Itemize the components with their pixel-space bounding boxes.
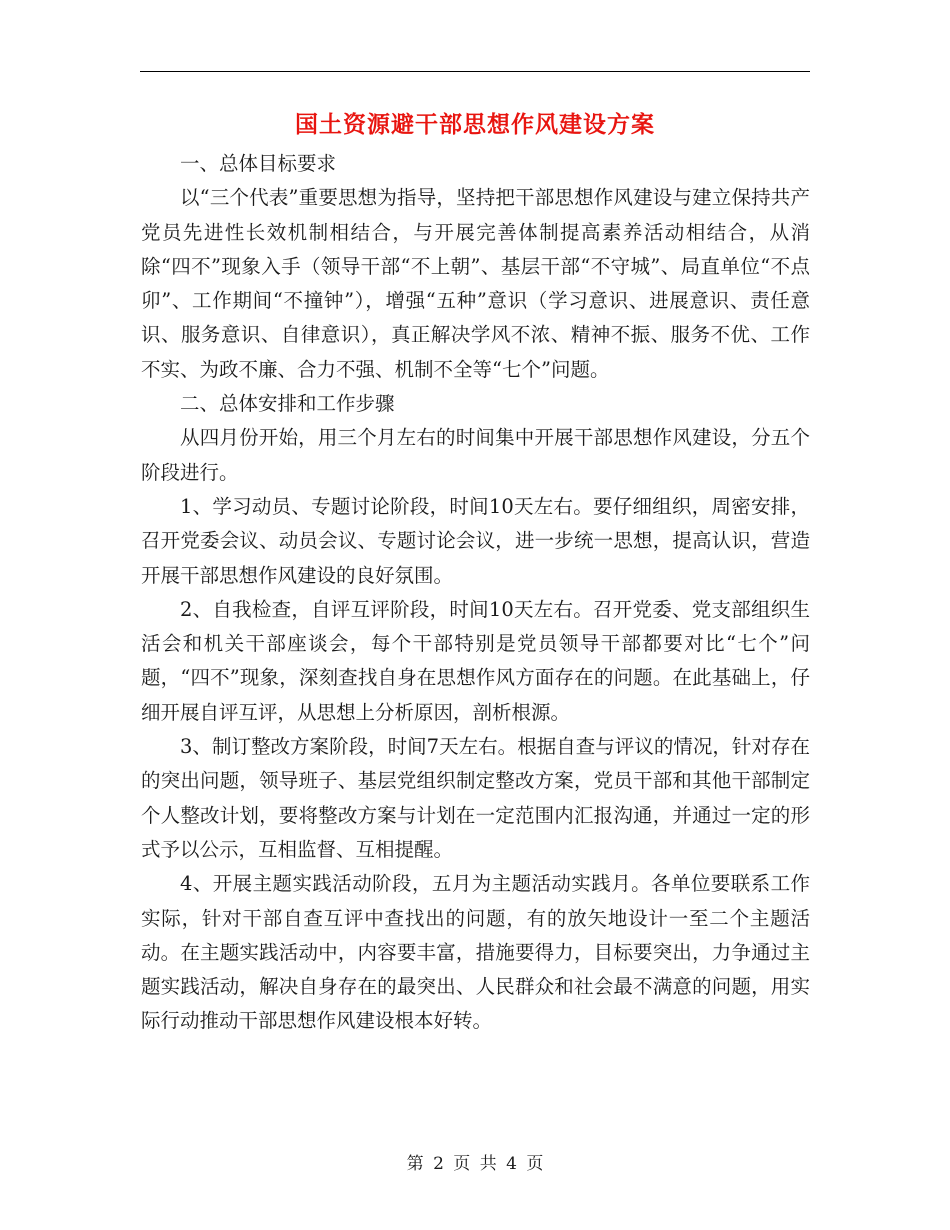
paragraph: 从四月份开始，用三个月左右的时间集中开展干部思想作风建设，分五个阶段进行。 [141, 426, 810, 484]
paragraph: 1、学习动员、专题讨论阶段，时间10天左右。要仔细组织，周密安排，召开党委会议、动员会议、专题讨论会议，进一步统一思想，提高认识，营造开展干部思想作风建设的良好氛围。 [141, 494, 810, 587]
document-title: 国土资源避干部思想作风建设方案 [295, 111, 655, 138]
section-heading-2: 二、总体安排和工作步骤 [180, 392, 395, 416]
document-body [141, 147, 810, 1039]
header-rule [140, 71, 810, 72]
paragraph: 4、开展主题实践活动阶段，五月为主题活动实践月。各单位要联系工作实际，针对干部自查互评中查找出的问题，有的放矢地设计一至二个主题活动。在主题实践活动中，内容要丰富，措施要得力，目标要突出，力争通过主题实践活动，解决自身存在的最突出、人民群众和社会最不满意的问题，用实际行动推动干部思想作风建设根本好转。 [141, 872, 810, 1033]
page-footer: 第 2 页 共 4 页 [406, 1154, 544, 1174]
paragraph: 3、制订整改方案阶段，时间7天左右。根据自查与评议的情况，针对存在的突出问题，领导班子、基层党组织制定整改方案，党员干部和其他干部制定个人整改计划，要将整改方案与计划在一定范围内汇报沟通，并通过一定的形式予以公示，互相监督、互相提醒。 [141, 735, 810, 861]
paragraph: 以“三个代表”重要思想为指导，坚持把干部思想作风建设与建立保持共产党员先进性长效机制相结合，与开展完善体制提高素养活动相结合，从消除“四不”现象入手（领导干部“不上朝”、基层干部“不守城”、局直单位“不点卯”、工作期间“不撞钟”），增强“五种”意识（学习意识、进展意识、责任意识、服务意识、自律意识），真正解决学风不浓、精神不振、服务不优、工作不实、为政不廉、合力不强、机制不全等“七个”问题。 [141, 186, 810, 381]
paragraph: 2、自我检查，自评互评阶段，时间10天左右。召开党委、党支部组织生活会和机关干部座谈会，每个干部特别是党员领导干部都要对比“七个”问题，“四不”现象，深刻查找自身在思想作风方面存在的问题。在此基础上，仔细开展自评互评，从思想上分析原因，剖析根源。 [141, 597, 810, 724]
section-heading-1: 一、总体目标要求 [180, 152, 337, 175]
